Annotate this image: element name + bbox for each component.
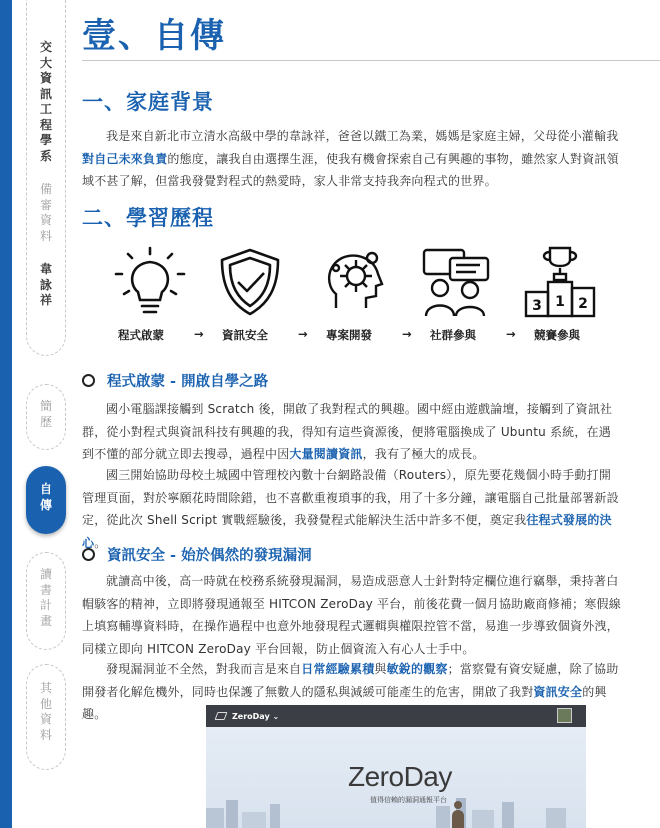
- sidebar-nav-char: 其: [39, 681, 52, 695]
- sidebar-item-label: [40, 482, 52, 513]
- page-title: 壹、自傳: [82, 16, 226, 56]
- sidebar-department-char: 工: [39, 102, 52, 116]
- security-paragraph-1: 就讀高中後，高一時就在校務系統發現漏洞，易造成惡意人士針對特定欄位進行竊舉，秉持著白帽駭客的精神，立即將發現通報至 HITCON ZeroDay 平台，前後花費一個月協助廠商修補；寒假線上填寫輔導資料時，在操作過程中也意外地發現程式邏輯與權限控管不當，易進一步導致個資外洩，同樣立即向 HITCON ZeroDay 平台回報，防止個資流入有心人士手中。: [82, 574, 621, 656]
- zeroday-screenshot: [206, 705, 586, 828]
- step-label: 資訊安全: [222, 328, 268, 342]
- sidebar-nav-char: 簡: [39, 399, 52, 413]
- sidebar-subtitle-char: 資: [39, 213, 52, 227]
- subheading-security: 資訊安全 - 始於偶然的發現漏洞: [82, 544, 312, 565]
- learning-steps: [118, 327, 588, 345]
- arrow-icon: →: [298, 327, 308, 341]
- screenshot-hero-title: ZeroDay: [348, 761, 452, 792]
- sidebar-item-label: [40, 399, 52, 430]
- bullet-circle-icon: [82, 374, 95, 387]
- sidebar-header: [26, 0, 66, 356]
- sidebar-item-other-materials[interactable]: [26, 664, 66, 770]
- screenshot-hero-subtitle: 值得信賴的漏洞通報平台: [370, 796, 447, 804]
- shield-check-icon: [212, 244, 288, 320]
- sidebar-nav-char: 讀: [39, 567, 52, 581]
- sidebar-subtitle-char: 備: [39, 182, 52, 196]
- section-heading-learning: 二、學習歷程: [82, 206, 214, 230]
- sidebar-nav-char: 畫: [39, 613, 52, 628]
- sidebar-department-char: 學: [39, 133, 52, 147]
- arrow-icon: →: [402, 327, 412, 341]
- city-skyline-icon: [206, 794, 586, 828]
- highlight-text: 對自己未來負責: [82, 151, 168, 166]
- avatar: [557, 708, 572, 723]
- sidebar-department-char: 訊: [39, 86, 52, 101]
- learning-path-icons: [112, 244, 592, 320]
- sidebar-item-study-plan[interactable]: [26, 552, 66, 650]
- sidebar-item-label: [40, 681, 52, 743]
- zeroday-logo-icon: [215, 712, 228, 720]
- enlightenment-paragraph-1: 國小電腦課接觸到 Scratch 後，開啟了我對程式的興趣。國中經由遊戲論壇，接觸到了資訊社群，從小對程式與資訊科技有興趣的我，得知有這些資源後，便將電腦換成了 Ubuntu 系統，在遇到不懂的部分就立即去搜尋，過程中因大量閱讀資訊，我有了極大的成長。: [82, 402, 613, 461]
- sidebar-department-char: 程: [39, 117, 52, 132]
- sidebar-nav-char: 資: [39, 712, 52, 726]
- sidebar-nav-char: 自: [39, 482, 52, 496]
- sidebar-nav-char: 書: [39, 582, 52, 597]
- screenshot-brand: ZeroDay ⌄: [232, 711, 280, 721]
- bullet-circle-icon: [82, 548, 95, 561]
- sidebar-item-resume[interactable]: [26, 384, 66, 450]
- sidebar-nav-char: 傳: [39, 497, 52, 512]
- step-label: 競賽參與: [534, 328, 580, 342]
- sidebar: [16, 0, 74, 828]
- subheading-enlightenment: 程式啟蒙 - 開啟自學之路: [82, 370, 268, 391]
- lightbulb-icon: [112, 244, 188, 320]
- security-paragraph-2: 發現漏洞並不全然，對我而言是來自日常經驗累積與敏銳的觀察；當察覺有資安疑慮，除了協助開發者化解危機外，同時也保護了無數人的隱私與減緩可能產生的危害，開啟了我對資訊安全的興趣。: [82, 662, 619, 721]
- sidebar-department: [40, 40, 52, 164]
- enlightenment-paragraph-2: 國三開始協助母校土城國中管理校內數十台網路設備（Routers），原先要花幾個小時手動打開管理頁面，對於寧願花時間除錯，也不喜歡重複瑣事的我，用了十多分鐘，讓電腦自己批量部署新設定，從此次 Shell Script 實戰經驗後，我發覺程式能解決生活中許多不便，奠定我往程式發展的決心。: [82, 468, 619, 550]
- sidebar-subtitle: [40, 182, 52, 244]
- title-divider: [82, 60, 660, 61]
- sidebar-nav-char: 料: [39, 727, 52, 742]
- step-label: 專案開發: [326, 328, 372, 342]
- sidebar-department-char: 交: [39, 40, 52, 54]
- sidebar-nav-char: 計: [39, 598, 52, 612]
- trophy-podium-icon: [522, 244, 598, 320]
- gear-head-icon: [316, 244, 392, 320]
- sidebar-subtitle-char: 料: [39, 228, 52, 243]
- sidebar-name-char: 祥: [39, 293, 52, 307]
- step-label: 社群參與: [430, 328, 476, 342]
- screenshot-navbar: [206, 705, 586, 727]
- podium-first: 1: [555, 294, 565, 310]
- sidebar-department-char: 資: [39, 71, 52, 85]
- podium-third: 3: [532, 298, 542, 314]
- sidebar-nav-char: 歷: [39, 414, 52, 429]
- left-accent-stripe: [0, 0, 12, 828]
- family-paragraph: 我是來自新北市立清水高級中學的韋詠祥，爸爸以鐵工為業，媽媽是家庭主婦，父母從小灌輸我對自己未來負責的態度，讓我自由選擇生涯，使我有機會探索自己有興趣的事物，雖然家人對資訊領域不甚了解，但當我發覺對程式的熱愛時，家人非常支持我奔向程式的世界。: [82, 129, 619, 188]
- sidebar-name-char: 韋: [39, 262, 52, 276]
- sidebar-item-autobiography[interactable]: [26, 466, 66, 534]
- sidebar-name: [40, 262, 52, 309]
- arrow-icon: →: [194, 327, 204, 341]
- sidebar-department-char: 大: [39, 55, 52, 70]
- community-chat-icon: [418, 244, 494, 320]
- section-heading-family: 一、家庭背景: [82, 90, 214, 114]
- sidebar-name-char: 詠: [39, 277, 52, 292]
- sidebar-subtitle-char: 審: [39, 197, 52, 212]
- podium-second: 2: [578, 296, 588, 312]
- sidebar-department-char: 系: [39, 148, 52, 163]
- sidebar-item-label: [40, 567, 52, 629]
- step-label: 程式啟蒙: [118, 328, 164, 342]
- sidebar-nav-char: 他: [39, 696, 52, 711]
- arrow-icon: →: [506, 327, 516, 341]
